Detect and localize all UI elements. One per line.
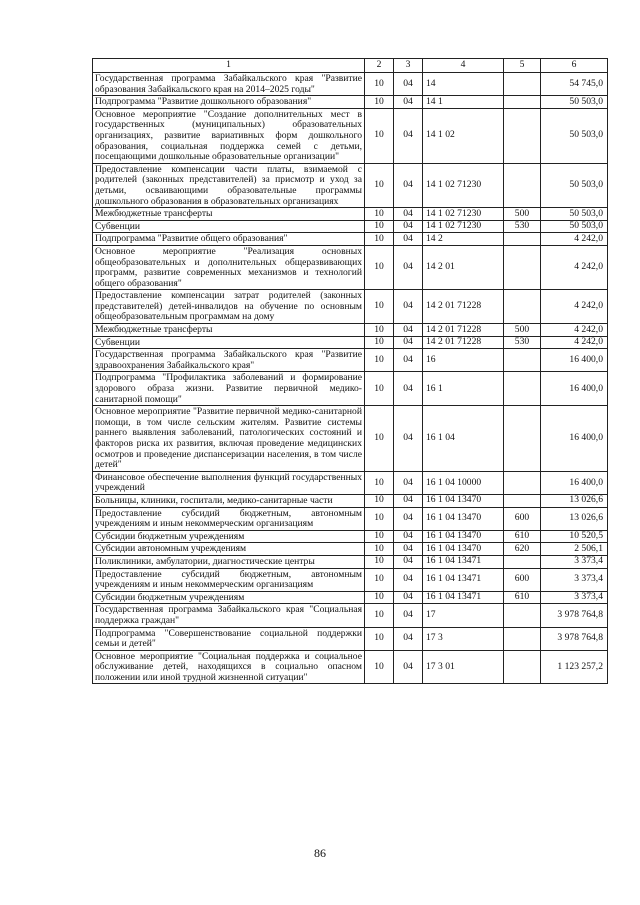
section-code-cell: 10 bbox=[365, 494, 394, 507]
table-row bbox=[93, 494, 608, 507]
subsection-code-cell: 04 bbox=[394, 530, 423, 543]
amount-cell: 50 503,0 bbox=[541, 220, 608, 233]
subsection-code-cell: 04 bbox=[394, 507, 423, 530]
section-code-cell: 10 bbox=[365, 406, 394, 472]
table-row bbox=[93, 507, 608, 530]
subsection-code-cell: 04 bbox=[394, 108, 423, 163]
amount-cell: 13 026,6 bbox=[541, 494, 608, 507]
target-article-cell: 16 1 04 10000 bbox=[423, 471, 504, 494]
table-row bbox=[93, 245, 608, 289]
subsection-code-cell: 04 bbox=[394, 471, 423, 494]
table-row bbox=[93, 650, 608, 684]
row-name-cell: Государственная программа Забайкальского края "Социальная поддержка граждан" bbox=[93, 604, 365, 627]
target-article-cell: 14 bbox=[423, 73, 504, 96]
row-name-cell: Подпрограмма "Развитие общего образования" bbox=[93, 233, 365, 246]
amount-cell: 50 503,0 bbox=[541, 96, 608, 109]
row-name-cell: Межбюджетные трансферты bbox=[93, 208, 365, 221]
amount-cell: 13 026,6 bbox=[541, 507, 608, 530]
subsection-code-cell: 04 bbox=[394, 591, 423, 604]
budget-table-container bbox=[92, 58, 607, 684]
section-code-cell: 10 bbox=[365, 336, 394, 349]
table-row bbox=[93, 627, 608, 650]
expense-type-cell bbox=[504, 555, 541, 568]
page-number: 86 bbox=[314, 846, 326, 860]
section-code-cell: 10 bbox=[365, 471, 394, 494]
target-article-cell: 16 1 04 13470 bbox=[423, 530, 504, 543]
row-name-cell: Финансовое обеспечение выполнения функций государственных учреждений bbox=[93, 471, 365, 494]
amount-cell: 54 745,0 bbox=[541, 73, 608, 96]
amount-cell: 3 373,4 bbox=[541, 568, 608, 591]
target-article-cell: 14 1 02 71230 bbox=[423, 208, 504, 221]
amount-cell: 3 978 764,8 bbox=[541, 627, 608, 650]
amount-cell: 4 242,0 bbox=[541, 233, 608, 246]
target-article-cell: 16 1 04 13471 bbox=[423, 555, 504, 568]
column-header: 1 bbox=[93, 59, 365, 73]
table-row bbox=[93, 73, 608, 96]
amount-cell: 16 400,0 bbox=[541, 349, 608, 372]
expense-type-cell bbox=[504, 372, 541, 406]
expense-type-cell: 500 bbox=[504, 208, 541, 221]
row-name-cell: Государственная программа Забайкальского края "Развитие здравоохранения Забайкальского края" bbox=[93, 349, 365, 372]
expense-type-cell: 610 bbox=[504, 591, 541, 604]
expense-type-cell: 530 bbox=[504, 220, 541, 233]
row-name-cell: Основное мероприятие "Создание дополнительных мест в государственных (муниципальных) образовательных организациях, развитие вариативных форм дошкольного образования, социальная поддержка семей с детьми, посещающими дошкольные образовательные организации" bbox=[93, 108, 365, 163]
table-row bbox=[93, 543, 608, 556]
amount-cell: 16 400,0 bbox=[541, 406, 608, 472]
subsection-code-cell: 04 bbox=[394, 372, 423, 406]
section-code-cell: 10 bbox=[365, 604, 394, 627]
subsection-code-cell: 04 bbox=[394, 208, 423, 221]
table-row bbox=[93, 108, 608, 163]
target-article-cell: 16 bbox=[423, 349, 504, 372]
expense-type-cell bbox=[504, 163, 541, 207]
column-header: 5 bbox=[504, 59, 541, 73]
subsection-code-cell: 04 bbox=[394, 650, 423, 684]
section-code-cell: 10 bbox=[365, 627, 394, 650]
target-article-cell: 14 2 01 71228 bbox=[423, 324, 504, 337]
subsection-code-cell: 04 bbox=[394, 96, 423, 109]
target-article-cell: 14 2 01 71228 bbox=[423, 290, 504, 324]
expense-type-cell bbox=[504, 233, 541, 246]
row-name-cell: Основное мероприятие "Социальная поддержка и социальное обслуживание детей, находящихся в социально опасном положении или иной трудной жизненной ситуации" bbox=[93, 650, 365, 684]
section-code-cell: 10 bbox=[365, 324, 394, 337]
section-code-cell: 10 bbox=[365, 372, 394, 406]
row-name-cell: Субсидии бюджетным учреждениям bbox=[93, 591, 365, 604]
table-row bbox=[93, 220, 608, 233]
table-row bbox=[93, 555, 608, 568]
expense-type-cell bbox=[504, 290, 541, 324]
target-article-cell: 14 2 01 bbox=[423, 245, 504, 289]
section-code-cell: 10 bbox=[365, 233, 394, 246]
row-name-cell: Подпрограмма "Совершенствование социальной поддержки семьи и детей" bbox=[93, 627, 365, 650]
subsection-code-cell: 04 bbox=[394, 568, 423, 591]
subsection-code-cell: 04 bbox=[394, 349, 423, 372]
amount-cell: 16 400,0 bbox=[541, 372, 608, 406]
row-name-cell: Предоставление компенсации затрат родителей (законных представителей) детей-инвалидов на обучение по основным общеобразовательным программам на дому bbox=[93, 290, 365, 324]
target-article-cell: 16 1 04 13471 bbox=[423, 568, 504, 591]
subsection-code-cell: 04 bbox=[394, 604, 423, 627]
expense-type-cell: 500 bbox=[504, 324, 541, 337]
amount-cell: 4 242,0 bbox=[541, 245, 608, 289]
table-row bbox=[93, 290, 608, 324]
expense-type-cell: 530 bbox=[504, 336, 541, 349]
section-code-cell: 10 bbox=[365, 555, 394, 568]
subsection-code-cell: 04 bbox=[394, 73, 423, 96]
target-article-cell: 16 1 04 bbox=[423, 406, 504, 472]
row-name-cell: Предоставление компенсации части платы, взимаемой с родителей (законных представителей) за присмотр и уход за детьми, осваивающими образовательные программы дошкольного образования в образовательных организациях bbox=[93, 163, 365, 207]
expense-type-cell bbox=[504, 471, 541, 494]
amount-cell: 50 503,0 bbox=[541, 108, 608, 163]
column-header: 2 bbox=[365, 59, 394, 73]
section-code-cell: 10 bbox=[365, 108, 394, 163]
amount-cell: 16 400,0 bbox=[541, 471, 608, 494]
section-code-cell: 10 bbox=[365, 591, 394, 604]
section-code-cell: 10 bbox=[365, 220, 394, 233]
amount-cell: 50 503,0 bbox=[541, 163, 608, 207]
table-header-row bbox=[93, 59, 608, 73]
section-code-cell: 10 bbox=[365, 530, 394, 543]
table-row bbox=[93, 568, 608, 591]
table-row bbox=[93, 604, 608, 627]
section-code-cell: 10 bbox=[365, 245, 394, 289]
table-row bbox=[93, 96, 608, 109]
section-code-cell: 10 bbox=[365, 73, 394, 96]
target-article-cell: 14 2 01 71228 bbox=[423, 336, 504, 349]
amount-cell: 3 373,4 bbox=[541, 555, 608, 568]
table-row bbox=[93, 208, 608, 221]
column-header: 4 bbox=[423, 59, 504, 73]
section-code-cell: 10 bbox=[365, 507, 394, 530]
target-article-cell: 14 1 02 bbox=[423, 108, 504, 163]
budget-table bbox=[92, 58, 608, 684]
subsection-code-cell: 04 bbox=[394, 324, 423, 337]
amount-cell: 50 503,0 bbox=[541, 208, 608, 221]
amount-cell: 2 506,1 bbox=[541, 543, 608, 556]
expense-type-cell bbox=[504, 406, 541, 472]
amount-cell: 4 242,0 bbox=[541, 336, 608, 349]
subsection-code-cell: 04 bbox=[394, 233, 423, 246]
section-code-cell: 10 bbox=[365, 543, 394, 556]
subsection-code-cell: 04 bbox=[394, 336, 423, 349]
subsection-code-cell: 04 bbox=[394, 494, 423, 507]
amount-cell: 3 373,4 bbox=[541, 591, 608, 604]
subsection-code-cell: 04 bbox=[394, 245, 423, 289]
expense-type-cell: 600 bbox=[504, 507, 541, 530]
section-code-cell: 10 bbox=[365, 208, 394, 221]
target-article-cell: 14 1 02 71230 bbox=[423, 220, 504, 233]
expense-type-cell bbox=[504, 245, 541, 289]
expense-type-cell bbox=[504, 108, 541, 163]
amount-cell: 3 978 764,8 bbox=[541, 604, 608, 627]
target-article-cell: 16 1 04 13470 bbox=[423, 543, 504, 556]
target-article-cell: 16 1 04 13470 bbox=[423, 507, 504, 530]
row-name-cell: Субсидии бюджетным учреждениям bbox=[93, 530, 365, 543]
row-name-cell: Субсидии автономным учреждениям bbox=[93, 543, 365, 556]
row-name-cell: Больницы, клиники, госпитали, медико-санитарные части bbox=[93, 494, 365, 507]
subsection-code-cell: 04 bbox=[394, 627, 423, 650]
table-row bbox=[93, 406, 608, 472]
target-article-cell: 14 2 bbox=[423, 233, 504, 246]
expense-type-cell: 620 bbox=[504, 543, 541, 556]
subsection-code-cell: 04 bbox=[394, 406, 423, 472]
column-header: 3 bbox=[394, 59, 423, 73]
target-article-cell: 17 3 bbox=[423, 627, 504, 650]
section-code-cell: 10 bbox=[365, 96, 394, 109]
target-article-cell: 16 1 bbox=[423, 372, 504, 406]
section-code-cell: 10 bbox=[365, 568, 394, 591]
target-article-cell: 17 bbox=[423, 604, 504, 627]
subsection-code-cell: 04 bbox=[394, 163, 423, 207]
amount-cell: 1 123 257,2 bbox=[541, 650, 608, 684]
column-header: 6 bbox=[541, 59, 608, 73]
expense-type-cell bbox=[504, 349, 541, 372]
table-row bbox=[93, 163, 608, 207]
target-article-cell: 14 1 bbox=[423, 96, 504, 109]
amount-cell: 4 242,0 bbox=[541, 290, 608, 324]
target-article-cell: 14 1 02 71230 bbox=[423, 163, 504, 207]
section-code-cell: 10 bbox=[365, 163, 394, 207]
expense-type-cell bbox=[504, 627, 541, 650]
row-name-cell: Межбюджетные трансферты bbox=[93, 324, 365, 337]
row-name-cell: Предоставление субсидий бюджетным, автономным учреждениям и иным некоммерческим организациям bbox=[93, 568, 365, 591]
row-name-cell: Государственная программа Забайкальского края "Развитие образования Забайкальского края на 2014–2025 годы" bbox=[93, 73, 365, 96]
expense-type-cell: 600 bbox=[504, 568, 541, 591]
amount-cell: 10 520,5 bbox=[541, 530, 608, 543]
section-code-cell: 10 bbox=[365, 650, 394, 684]
subsection-code-cell: 04 bbox=[394, 555, 423, 568]
row-name-cell: Предоставление субсидий бюджетным, автономным учреждениям и иным некоммерческим организациям bbox=[93, 507, 365, 530]
table-row bbox=[93, 336, 608, 349]
expense-type-cell bbox=[504, 96, 541, 109]
table-row bbox=[93, 233, 608, 246]
target-article-cell: 17 3 01 bbox=[423, 650, 504, 684]
expense-type-cell bbox=[504, 73, 541, 96]
row-name-cell: Субвенции bbox=[93, 336, 365, 349]
target-article-cell: 16 1 04 13471 bbox=[423, 591, 504, 604]
row-name-cell: Основное мероприятие "Развитие первичной медико-санитарной помощи, в том числе сельским жителям. Развитие системы раннего выявления заболеваний, патологических состояний и факторов риска их развития, включая проведение медицинских осмотров и проведение диспансеризации населения, в том числе детей" bbox=[93, 406, 365, 472]
section-code-cell: 10 bbox=[365, 290, 394, 324]
row-name-cell: Подпрограмма "Развитие дошкольного образования" bbox=[93, 96, 365, 109]
table-row bbox=[93, 591, 608, 604]
subsection-code-cell: 04 bbox=[394, 543, 423, 556]
subsection-code-cell: 04 bbox=[394, 290, 423, 324]
table-row bbox=[93, 530, 608, 543]
row-name-cell: Поликлиники, амбулатории, диагностические центры bbox=[93, 555, 365, 568]
row-name-cell: Подпрограмма "Профилактика заболеваний и формирование здорового образа жизни. Развитие первичной медико-санитарной помощи" bbox=[93, 372, 365, 406]
expense-type-cell: 610 bbox=[504, 530, 541, 543]
table-row bbox=[93, 324, 608, 337]
section-code-cell: 10 bbox=[365, 349, 394, 372]
target-article-cell: 16 1 04 13470 bbox=[423, 494, 504, 507]
row-name-cell: Субвенции bbox=[93, 220, 365, 233]
expense-type-cell bbox=[504, 494, 541, 507]
expense-type-cell bbox=[504, 650, 541, 684]
row-name-cell: Основное мероприятие "Реализация основных общеобразовательных и дополнительных общеразвивающих программ, развитие современных механизмов и технологий общего образования" bbox=[93, 245, 365, 289]
table-row bbox=[93, 471, 608, 494]
table-row bbox=[93, 372, 608, 406]
subsection-code-cell: 04 bbox=[394, 220, 423, 233]
expense-type-cell bbox=[504, 604, 541, 627]
amount-cell: 4 242,0 bbox=[541, 324, 608, 337]
table-row bbox=[93, 349, 608, 372]
